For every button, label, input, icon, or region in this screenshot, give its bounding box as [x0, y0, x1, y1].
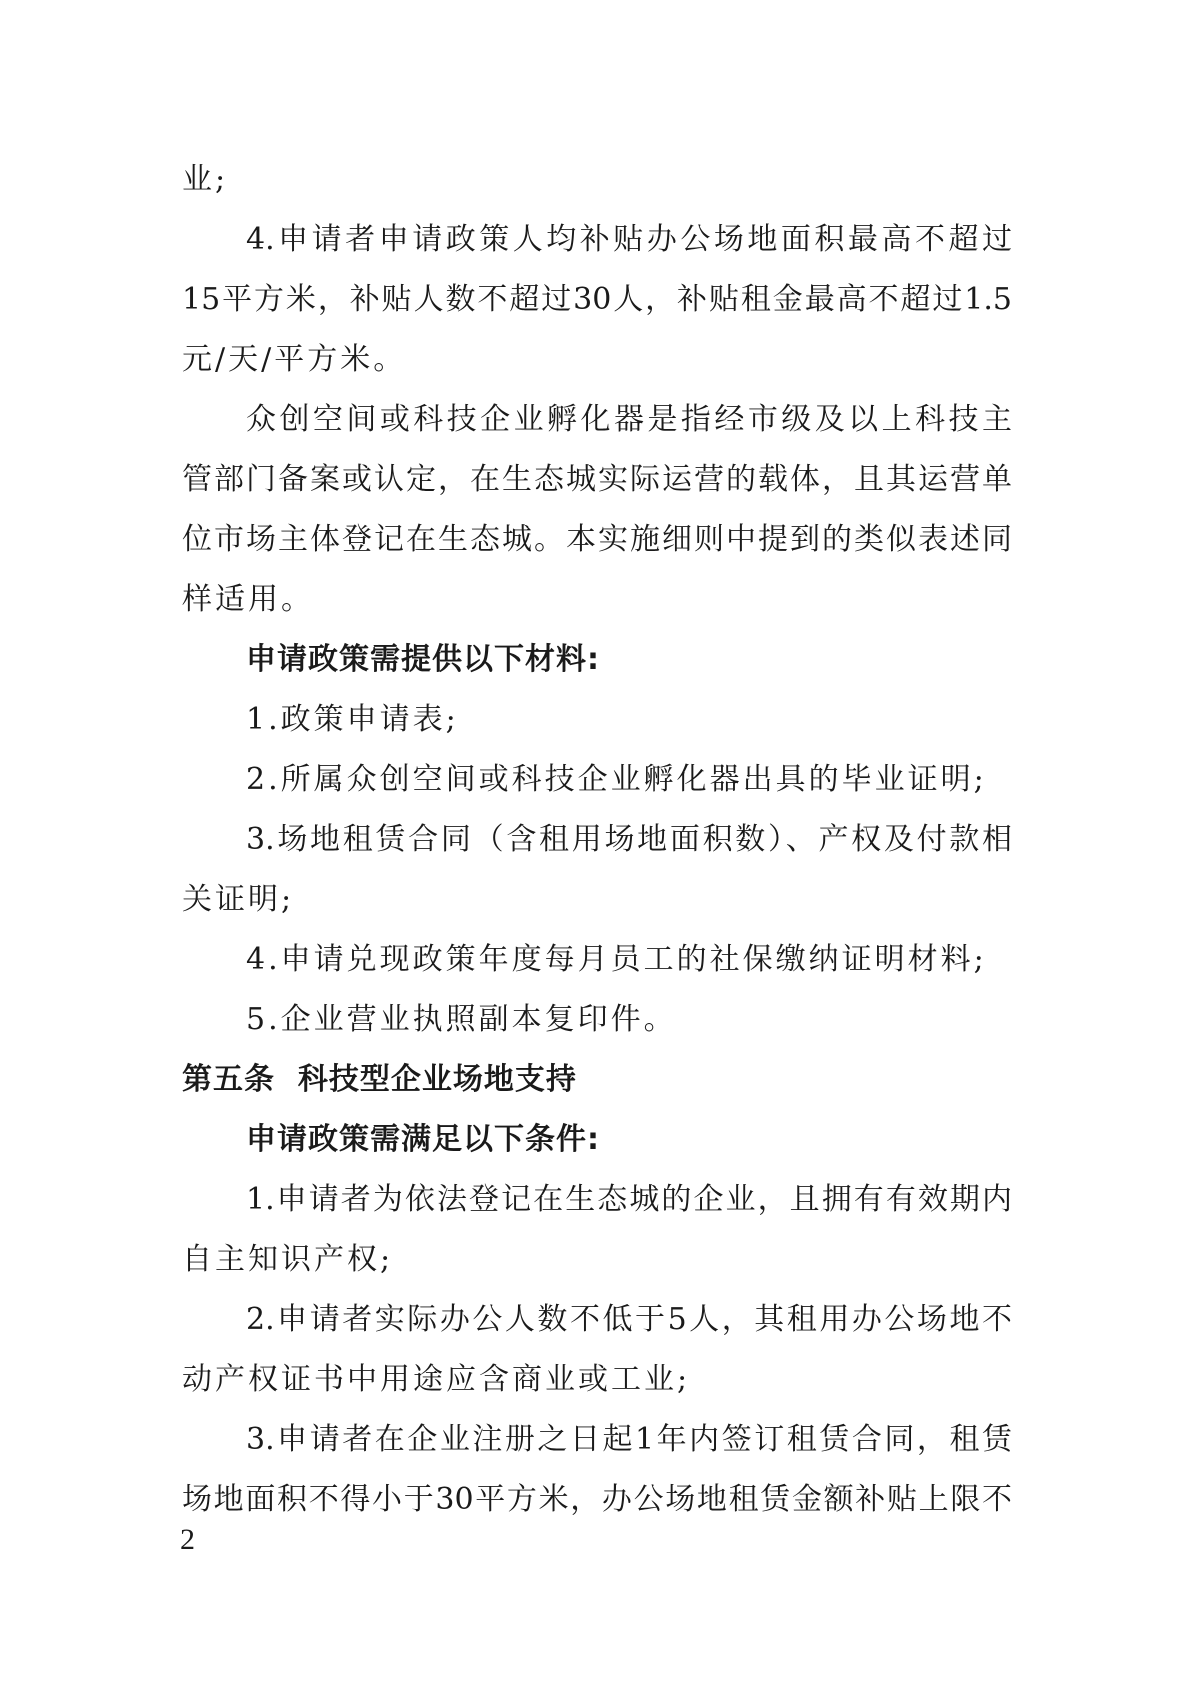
list-item: 1.政策申请表; — [246, 702, 459, 737]
text-line: 样适用。 — [182, 582, 314, 617]
section-subheading: 申请政策需满足以下条件: — [246, 1122, 600, 1157]
text-line: 位市场主体登记在生态城。本实施细则中提到的类似表述同 — [182, 522, 1012, 557]
list-item: 5.企业营业执照副本复印件。 — [246, 1002, 677, 1037]
list-item: 4.申请兑现政策年度每月员工的社保缴纳证明材料; — [246, 942, 987, 977]
text-line: 场地面积不得小于30平方米，办公场地租赁金额补贴上限不 — [182, 1482, 1012, 1517]
text-line: 管部门备案或认定，在生态城实际运营的载体，且其运营单 — [182, 462, 1012, 497]
text-line: 自主知识产权; — [182, 1242, 394, 1277]
document-body — [182, 150, 1012, 1530]
text-line: 业; — [182, 162, 229, 197]
text-line: 4.申请者申请政策人均补贴办公场地面积最高不超过 — [246, 222, 1012, 257]
list-item: 3.场地租赁合同（含租用场地面积数）、产权及付款相 — [246, 822, 1012, 857]
text-line: 关证明; — [182, 882, 295, 917]
page-number: 2 — [180, 1523, 195, 1556]
article-heading: 第五条 科技型企业场地支持 — [182, 1062, 577, 1097]
list-item: 1.申请者为依法登记在生态城的企业，且拥有有效期内 — [246, 1182, 1012, 1217]
text-line: 众创空间或科技企业孵化器是指经市级及以上科技主 — [246, 402, 1012, 437]
text-line: 15平方米，补贴人数不超过30人，补贴租金最高不超过1.5 — [182, 282, 1012, 317]
text-line: 元/天/平方米。 — [182, 342, 407, 377]
list-item: 3.申请者在企业注册之日起1年内签订租赁合同，租赁 — [246, 1422, 1012, 1457]
section-subheading: 申请政策需提供以下材料: — [246, 642, 600, 677]
text-line: 动产权证书中用途应含商业或工业; — [182, 1362, 691, 1397]
list-item: 2.所属众创空间或科技企业孵化器出具的毕业证明; — [246, 762, 987, 797]
list-item: 2.申请者实际办公人数不低于5人，其租用办公场地不 — [246, 1302, 1012, 1337]
